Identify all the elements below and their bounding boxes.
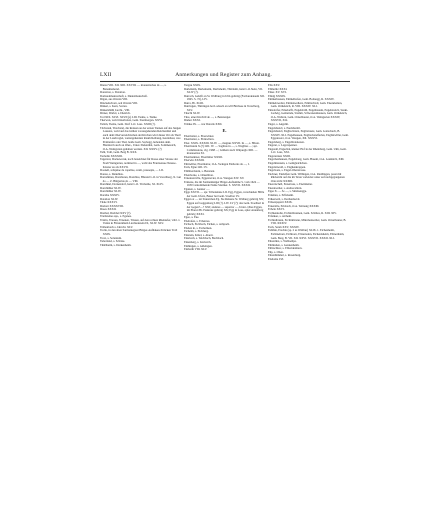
page-header	[100, 72, 350, 79]
register-entry: Enzenweiler, s. Andrecellern.	[268, 185, 302, 190]
register-entry: Domsaalmannschaft, s. Dienstmanschaft.	[100, 93, 148, 98]
register-entry: Eckenrenrvile, Eggenrevier, O.A. Wangen XIV. XV.	[184, 176, 245, 181]
register-entry: Tod XIX. XLVI. XLVII (s) LIII. Tieme, s. Tieme.	[100, 114, 158, 119]
register-entry: Enchner, Enshöfen Gem. Willingen, O.A. Riedlingen, passt mit Rücksicht auf die im Texte vorletzter unter auf nachgegangenen Orte nicht XXXIII.	[268, 171, 345, 183]
register-entry: Durrach, Gehöft an St. Wallburg in Ulm gehörig (Fortlandenaum XII. 1845. S. 72), LIV.	[184, 93, 265, 102]
register-column-middle	[184, 84, 265, 384]
register-entry: Drees XXXII.	[100, 207, 117, 212]
register-entry: Dienst VIII. XII. XIII. XXVIII. — monastisches ds —, s. Benamerkend.	[100, 84, 167, 91]
register-entry: Ehinwiller, Ebermattar, O.A. Swingen Einhorns da —, I.	[184, 161, 250, 166]
register-entry: Donation, s. Dotation.	[100, 90, 126, 95]
register-entry: Eichelm, s. Eichberg.	[184, 229, 209, 234]
register-entry: Tüerwan, wohl Osterhofen, Gem. Sternbergen. XXVI.	[100, 118, 163, 123]
register-entry: Tächstaul, Tirschstal, die Rennen an der ersten Tannen auf des Jungen Laurenz, wohl auf das Gülten vorausgehenden Reichenthal und auch dem Oberverreichischen dei Kirchen wird dieser Ort als Theil in der Landvogtei, weitergehenden Raum Reibung, hereinhast, was Prahtenfer oder Thal, beide Gem. Sorbegg, hebenden dem. Hierdurch auch an Ober-, Unter-Tiefenthal, Gem. Sommereich, O.A. Weingarten gehalten werden. XII. XXXV. (?)	[100, 125, 181, 151]
register-entry: Drethal, Drebbel XXV (?).	[100, 210, 132, 215]
register-entry: Ebermenitzer, Ebermitter XXXII.	[184, 154, 223, 159]
register-entry: Dornbühler XLIV.	[100, 189, 122, 194]
register-entry: Trost, s. Solentum.	[100, 235, 122, 240]
register-entry: Egge XXVII. — spr. Tribensinne LII. Egg, Eggen, verschieden Hölle der Gem. Ufern, Bauer hat Gem. Stoelber LV.	[184, 190, 265, 198]
register-entry: Engelanwald, s. Enghenkrappen.	[268, 164, 306, 169]
register-entry: Eber. XXIX. XXXIII. XLIV. —, magnus XXVII. In —, s. Hören.	[184, 140, 260, 145]
register-entry: Tristin, Triesen, Trisenen, Trissen, auf den rechten Rheinufer, vöbl. v. Vaduz in Fürstenthum Liechtenstein IX, XLIV. XLV.	[100, 217, 181, 226]
register-entry: Emmerhausen, Emmelhofen, Gem. Bodnegg, R. XXXIV.	[268, 97, 335, 102]
register-entry: Durringen, Thüringen bei Lodasch an will Büchsee in Vorarlberg, XLV.	[184, 104, 260, 112]
register-entry: Ehminden, s. Gennenheim.	[268, 242, 300, 247]
register-entry: Eisdome LVI.	[268, 256, 285, 261]
register-entry: Ehp, s. Oben.	[268, 249, 284, 254]
register-entry: Trübenbach a. Jahrcht. XLV.	[100, 224, 133, 229]
register-entry: Einbarth VIII. XLV.	[184, 247, 208, 252]
register-entry: Ehrenlinz, s. Walbseilpa.	[268, 239, 297, 244]
register-entry: Ebermatter, s. Eberwinter.	[184, 133, 215, 138]
register-entry: Engelsbretzl, Englischrietz, Englistraetz, Gem. Gottschach, B. XXXIV. XLI. Engelhausen, Englischandfarlen, Englistwiller, Gem. Eggenwerz, O.A. Wangen, XII. XXXVI.	[268, 129, 349, 141]
register-entry: Dotation XLIV.	[100, 196, 119, 201]
register-entry: Emmelsweiler, Emilenwellern, Emilischwil, Gem. Eisenriemen, Gem. Orthekirch, R. VIII. XXXIV. XLI.	[268, 100, 343, 109]
register-column-right	[268, 84, 349, 384]
register-entry: Tuberland, s. Schöne.	[100, 239, 126, 244]
register-entry: Dieher XXXI.	[184, 118, 201, 123]
register-entry: Thale XXXVI.	[100, 200, 118, 205]
register-entry: Eberwin XXXIII.	[184, 158, 205, 163]
register-entry: Esbihin, Erschle (sp. 2 as Waltbur) XLIX. 1. Eichenheim, Eichinebarn, Eichhorn, Eltzerieden, Eichenisheim, Ebinerhaim, Gem. Berg, B. VII. XII. XXVI. XXXVII. XXXII. XLI.	[268, 228, 345, 240]
register-entry: Einenberg, s. Istobatch.	[184, 239, 212, 244]
register-entry: Enger, s. Angelm.	[268, 122, 289, 127]
register-entry: Ehrenhimmel, s. Rosenburg.	[268, 253, 301, 258]
register-entry: Doaneil, reliquiae de capellae, orum, praesepis, — LII.	[100, 168, 164, 173]
register-entry: Emsdorfer, Emsdorfli, Engelsbrill, Engelinstein, Engelstreich, Sankt-Ludwig, Gemeinde, Stamm, Schwanzenhausen, Gem. Orthekirch, O.A. Wallern, Gem. Ortselbauter, O.A. Weingarten XXXIV, XXXVII, XLI.	[268, 107, 349, 123]
register-entry: Durlehaim, Durlesheim, Durlisheim, Thürlaim, heist L.O.Stein, VII. XLIV (?).	[184, 86, 263, 95]
register-entry: Einstein, Kittel, s. Alaert.	[184, 232, 214, 237]
register-columns	[100, 84, 350, 384]
register-entry: Dinkelsbühl Liecht., VIII.	[100, 107, 131, 112]
register-entry: Egee, a. Eue.	[184, 215, 200, 220]
register-entry: Thürlheim, s. Durkenheim.	[100, 242, 132, 247]
register-entry: Turgau XXIX.	[184, 84, 201, 87]
register-entry: Eichach, Eichbach, Eichen, s. Achpach.	[184, 222, 230, 227]
register-entry: Eom, Egne LIII. LV.	[184, 165, 208, 170]
register-entry: Ecktene, die im Sarmenhaüger Birger-Aufnahme S. vom 1624 — 1630 verkommende Name Sturmer. S. XXVII. XXXII.	[184, 179, 260, 188]
register-entry: Einsbach, s. Teichbach, Bechbach.	[184, 236, 224, 241]
register-entry: Ella XXV.	[268, 84, 280, 87]
register-entry: Donau, s. Danubius.	[100, 171, 124, 176]
register-entry: Tagerstat, Dackewersk, noch bezeichnet für Rasse einer Strasse der Stadt Weingarten, nominal in —, wohl das Frantzensee Neusse-Kloster an als XXVII.	[100, 157, 178, 169]
register-entry: Erisman, s. Erfisheim.	[268, 192, 294, 197]
register-entry: Tuhl, Tohl, Gem. Berg B. XXX.	[100, 150, 138, 155]
register-entry: Erchlenkohn, Erchinibrunnen, Gem. Schiltes, R. XIII. XIV.	[268, 210, 337, 215]
register-entry: Durra, Bt. XLIII.	[184, 100, 204, 105]
register-entry: Egunen, s. Genner —.	[184, 186, 210, 191]
register-entry: Engelsberg, s. Engelbroiskoten.	[268, 139, 305, 144]
register-entry: Eppe X. — 3e —, s. Smalsengge.	[268, 189, 307, 194]
register-entry: Ernerstile, Erisbach, O.A. Tettnang XXXIII.	[268, 203, 320, 208]
register-entry: Dornshüren, Dornburen, Dornbire, Bliestal L.O. in Vorarlberg, X. Gut do — Z. Bürgertus do — VIII.	[100, 175, 181, 183]
header-rule	[100, 81, 350, 82]
register-entry: Tulzm, Tieme, Gem. Dorf L.O. Laas. XXIII (?).	[100, 122, 156, 127]
page-title: Anmerkungen und Register zum Anhang.	[175, 72, 272, 78]
register-entry: Erfenker, s. Aichem.	[268, 214, 292, 219]
register-entry: Elner. XV. XVI.	[268, 90, 287, 95]
register-entry: Esch, Sarah XXV. XXXIV.	[268, 224, 300, 229]
register-entry: Trünke IX. — war Duratis XXII.	[184, 122, 223, 127]
section-letter: E.	[222, 127, 227, 133]
register-entry: Erbsenpspatti XXIX.	[268, 200, 293, 205]
register-column-left	[100, 84, 181, 384]
register-entry: Erchinibrunn, Erchinibrunn, Münchenweiler, Gem. Ortselbauter, B. VIII. XXXIV.	[268, 217, 347, 226]
register-entry: Engelsbretzl, s. Enelsbreitil.	[268, 125, 301, 130]
register-entry: Ebenborne, s. Orkembon.	[184, 172, 214, 177]
register-entry: Ebermatter, s. Ebinwilarn.	[184, 137, 215, 142]
register-entry: Dornhüel, Dornendorf, heist L.O. Tirchalde, XI. XLIV.	[100, 182, 164, 187]
register-entry: Engesall, Engechal, kleiner Hof in der Rheinburg, Gem. Ulm, Gem. L.O. Laas, XXI.	[268, 146, 347, 155]
register-entry: Engerarnten XXIII.	[268, 153, 291, 158]
register-entry: Dinckelschorn, seit Ottonis VIII.	[100, 100, 138, 105]
register-entry: Einhingen, s. Aldeingen.	[184, 243, 213, 248]
register-entry: Ebermstein X.(?) LIII. IV. — Sagibus in —, s. Wagibus —; apt. Commissions, vig. 1968 —; Gütlern nach Walpurgis XIII. — monasertus XI.	[184, 144, 258, 156]
register-entry: Dorsthe XXXIV.	[100, 192, 120, 197]
register-entry: Drebert XXXXVIII.	[100, 203, 124, 208]
register-entry: Dornbühler XLIV.	[100, 185, 122, 190]
register-entry: Türe, einer Kirchtil de —, s. Benstenger.	[184, 114, 232, 119]
register-entry: Engeret, s. Lagerspenner.	[268, 143, 298, 148]
register-entry: Engelmanzein, s. Gemgleichchen.	[268, 161, 308, 166]
register-entry: Engerbenhausen, Engelsberg, Gem. Hasem, O.A. Leutkirch, XIII.	[268, 157, 345, 162]
register-entry: Digan, aus Ottonis VIII.	[100, 97, 128, 102]
register-entry: Erlwin XXVI.	[268, 207, 285, 212]
register-entry: Trolle, in den alten Sarmentegaur Bürger-Aufhaken-Strücken Troll XXIX.	[100, 228, 178, 236]
register-entry: Ehbischhor, s. Ebholdermarn.	[268, 246, 303, 251]
register-entry: Ellmelitz XXXI.	[268, 86, 288, 91]
register-entry: Eilmberdstein, s. Benstent.	[184, 169, 216, 174]
register-entry: Elinig XXXIX.	[268, 93, 286, 98]
register-entry: Erikerwelt, s. Iberhardsevit.	[268, 196, 301, 201]
register-entry: Enzertschell, Enzertsau, s. Enelsheiter.	[268, 182, 313, 187]
page-number: LXII	[100, 72, 112, 78]
register-entry: Ebehofen, s. Erbenres.	[184, 218, 211, 223]
register-entry: Triebsteine aqu., s. Egenee.	[100, 214, 132, 219]
register-entry: Dinkel, s. Kern, Sorten.	[100, 104, 128, 109]
register-entry: Engelweis, s. Engel-Oberstrasse.	[268, 168, 306, 173]
register-entry: Turbelin XXXXIII.	[100, 153, 123, 158]
register-entry: Ebelen in, s. Eschelisen.	[184, 225, 213, 230]
register-entry: Eggen ot — rnt Stunsichen Eg. Sie Raheste St. Walburg gehörig XX; Eggen auf Gaggenberg LIII (?). LIV. LV (?); das Gem. Stoelbert in der Gegen?—? XXI; anderes — superior —, Unter- Ober-Eggen, im Pfarrei Br. Pankratz gehörig XX; Egg in Laes, apfer Antenberg gehörig XXXI.	[184, 197, 265, 216]
register-entry: Thuchl XLIV.	[184, 111, 201, 116]
register-entry: Dirner, Dörfel, s. Dietrich.	[100, 111, 131, 116]
